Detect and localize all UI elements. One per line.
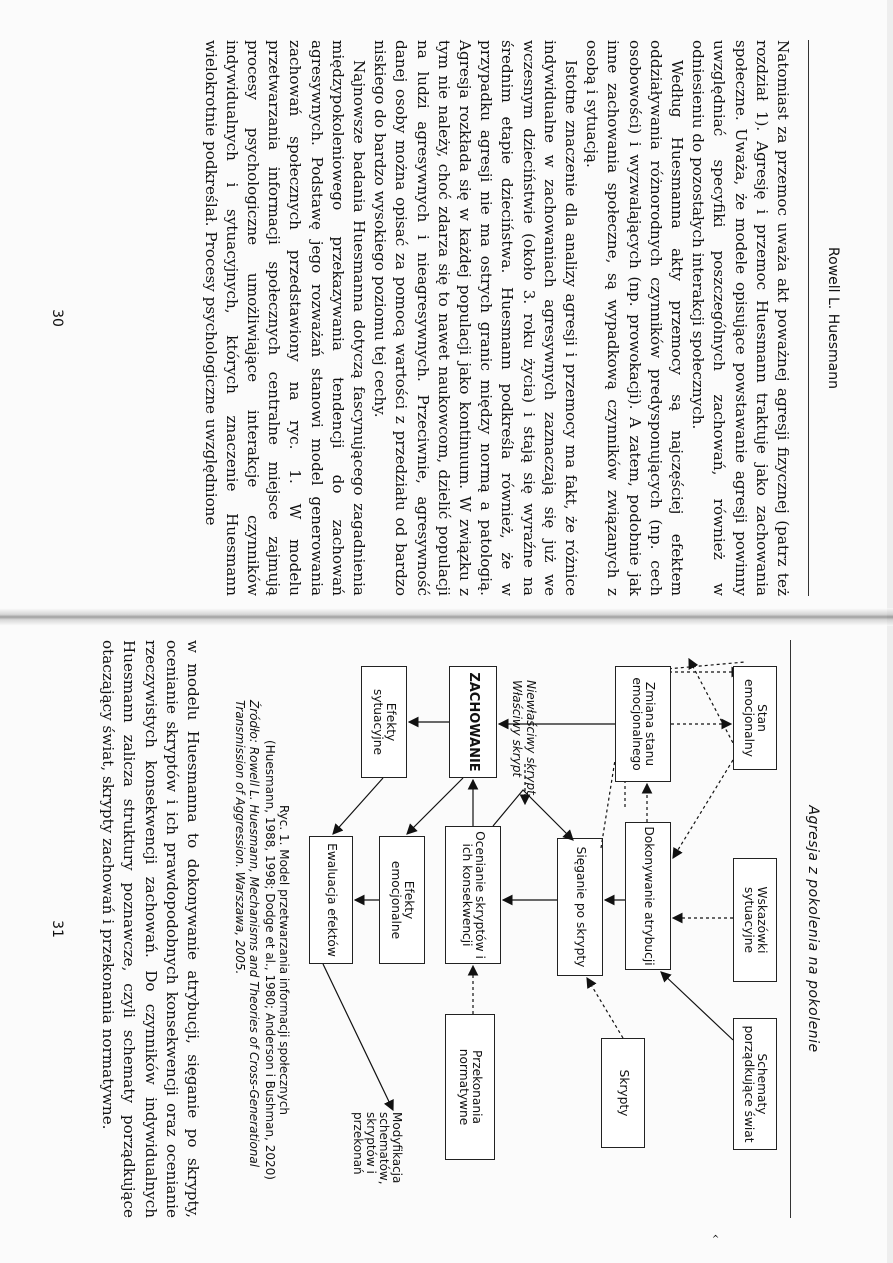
box-sieganie-po-skrypty: Sięganie po skrypty	[557, 838, 603, 976]
box-zachowanie: ZACHOWANIE	[449, 666, 497, 778]
box-schematy: Schematy porządkujące świat	[733, 1018, 777, 1150]
paragraph: w modelu Huesmanna to dokonywanie atrybucji, sięganie po skrypty, ocenianie skryptów i ich prawdopodobnych konsekwencji oraz ocenianie rzeczywistych konsekwencji zachowań. Do czynników indywidualnych Huesmann zalicza struktury poznawcze, czyli schematy porządkujące otaczający świat, skrypty zachowań i przekonania normatywne.	[99, 640, 202, 1218]
box-efekty-sytuacyjne: Efekty sytuacyjne	[361, 666, 407, 778]
caption-source	[233, 700, 261, 1220]
box-stan-emocjonalny: Stan emocjonalny	[733, 666, 777, 770]
scan-edge	[887, 0, 893, 1263]
box-skrypty: Skrypty	[601, 1038, 645, 1148]
paragraph: Istotne znaczenie dla analizy agresji i przemocy ma fakt, że różnice indywidualne w zachowaniach agresywnych zaznaczają się już we wczesnym dzieciństwie (około 3. roku życia) i stają się wyraźne na średnim etapie dzieciństwa. Huesmann podkreśla również, że w przypadku agresji nie ma ostrych granic między normą a patologią. Agresja rozkłada się w każdej populacji jako kontinuum. W związku z tym nie należy, choć zdarza się to nawet naukowcom, dzielić populacji na ludzi agresywnych i nieagresywnych. Przeciwnie, agresywność danej osoby można opisać za pomocą wartości z przedziału od bardzo niskiego do bardzo wysokiego poziomu tej cechy.	[371, 40, 580, 596]
caption-source-text: Rowell L. Huesmann, Mechanisms and Theories of Cross-Generational Transmission of Aggression. Warszawa, 2005.	[233, 700, 261, 1168]
box-efekty-emocjonalne: Efekty emocjonalne	[379, 836, 425, 964]
left-body-text	[199, 40, 793, 596]
label-modyfikacja: Modyfikacja schematów, skryptów i przekonań	[351, 1112, 404, 1185]
right-running-head: Agresja z pokolenia na pokolenie	[805, 805, 821, 1053]
margin-mark: ‹	[709, 1234, 723, 1239]
label-niewlasciwy-skrypt: Niewłaściwy skrypt	[524, 680, 538, 795]
paragraph: Natomiast za przemoc uważa akt poważnej agresji fizycznej (patrz też rozdział 1). Agresję i przemoc Huesmann traktuje jako zachowania społeczne. Uważa, że modele opisujące powstawanie agresji powinny uwzględniać specyfiki poszczególnych zachowań, również w odniesieniu do pozostałych interakcji społecznych.	[689, 40, 792, 596]
box-ocenianie-skryptow: Ocenianie skryptów i ich konsekwencji	[445, 826, 501, 964]
left-running-head: Rowell L. Huesmann	[825, 247, 841, 389]
left-header-rule	[808, 40, 809, 596]
caption-references: (Huesmann, 1988, 1998; Dodge et al., 1980; Anderson i Bushman, 2020)	[263, 740, 277, 1180]
box-zmiana-stanu: Zmiana stanu emocjonalnego	[615, 666, 671, 782]
book-spine	[0, 608, 893, 626]
box-dokonywanie-atrybucji: Dokonywanie atrybucji	[625, 822, 671, 970]
right-header-rule	[790, 640, 791, 1218]
box-ewaluacja-efektow: Ewaluacja efektów	[309, 836, 353, 964]
left-page-number: 30	[49, 309, 65, 327]
right-page-number: 31	[49, 920, 65, 938]
caption-title: Ryc. 1. Model przetwarzania informacji społecznych	[277, 804, 291, 1116]
paragraph: Według Huesmanna akty przemocy są najczęściej efektem oddziaływania różnorodnych czynników predysponujących (np. cech osobowości) i wyzwalających (np. prowokacji). A zatem, podobnie jak inne zachowania społeczne, są wypadkową czynników związanych z osobą i sytuacją.	[583, 40, 686, 596]
right-body-text	[97, 640, 203, 1218]
box-przekonania-normatywne: Przekonania normatywne	[445, 1014, 495, 1160]
caption-source-prefix: Źródło:	[247, 700, 261, 747]
label-wlasciwy-skrypt: Właściwy skrypt	[510, 680, 524, 778]
figure-caption	[233, 700, 291, 1220]
paragraph: Najnowsze badania Huesmanna dotyczą fascynującego zagadnienia międzypokoleniowego przekazywania tendencji do zachowań agresywnych. Podstawę jego rozważań stanowi model generowania zachowań społecznych przedstawiony na ryc. 1. W modelu przetwarzania informacji społecznych centralne miejsce zajmują procesy psychologiczne umożliwiające interakcje czynników indywidualnych i sytuacyjnych, których znaczenie Huesmann wielokrotnie podkreślał. Procesy psychologiczne uwzględnione	[201, 40, 368, 596]
box-wskazowki-sytuacyjne: Wskazówki sytuacyjne	[733, 858, 777, 982]
